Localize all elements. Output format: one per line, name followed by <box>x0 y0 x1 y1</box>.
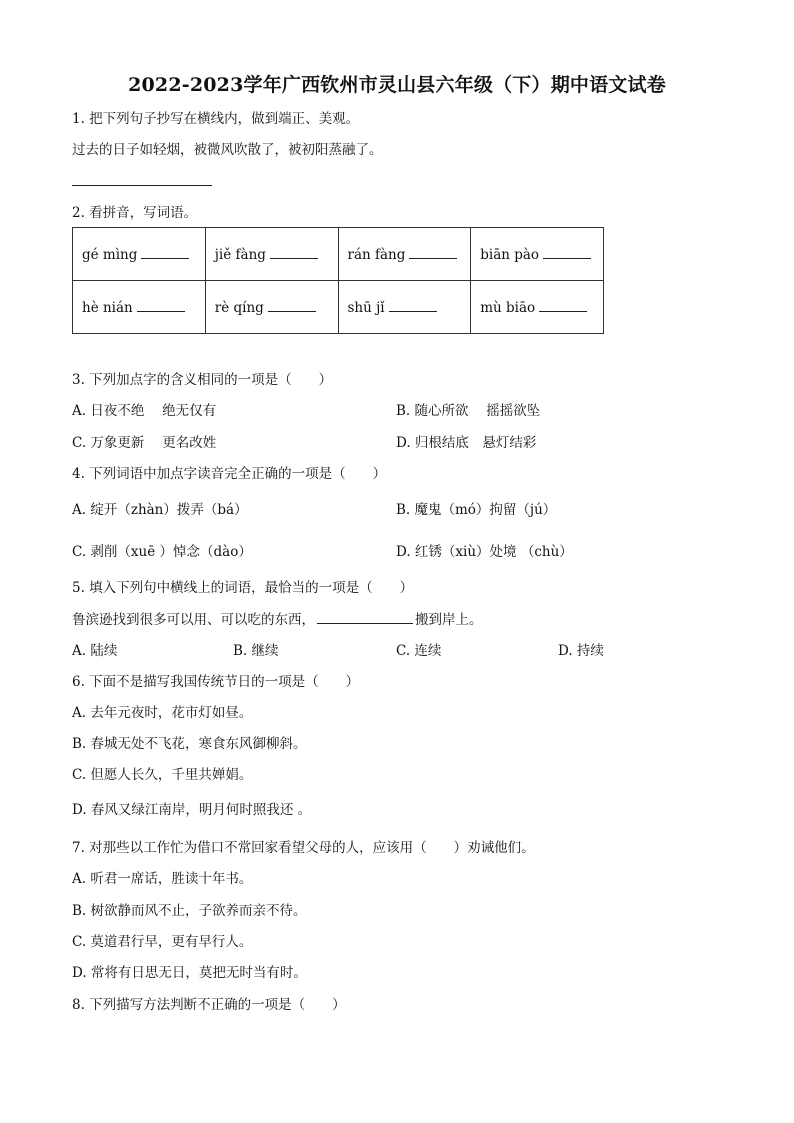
pinyin-table <box>72 227 604 334</box>
table-row <box>73 281 604 334</box>
q6-option-d: D. 春风又绿江南岸，明月何时照我还 。 <box>72 802 312 818</box>
q5-option-d: D. 持续 <box>558 643 604 659</box>
q5-option-a: A. 陆续 <box>72 643 118 659</box>
q4-option-a: A. 绽开（zhàn）拨弄（bá） <box>72 502 248 518</box>
pinyin-cell <box>471 228 604 281</box>
q2-prompt: 2. 看拼音，写词语。 <box>72 205 198 221</box>
answer-blank <box>409 246 457 259</box>
q4-option-b: B. 魔鬼（mó）拘留（jú） <box>396 502 557 518</box>
pinyin-cell <box>338 228 471 281</box>
q3-option-d: D. 归根结底 悬灯结彩 <box>396 435 537 451</box>
q4-option-c: C. 剥削（xuē ）悼念（dào） <box>72 544 252 560</box>
q7-option-c: C. 莫道君行早，更有早行人。 <box>72 934 253 950</box>
page-title: 2022-2023学年广西钦州市灵山县六年级（下）期中语文试卷 <box>128 74 666 96</box>
table-row <box>73 228 604 281</box>
q1-answer-line <box>72 185 212 186</box>
q5-option-c: C. 连续 <box>396 643 442 659</box>
q8-prompt: 8. 下列描写方法判断不正确的一项是（ ） <box>72 997 346 1013</box>
answer-blank <box>543 246 591 259</box>
pinyin-text: hè nián <box>82 299 133 316</box>
q1-prompt: 1. 把下列句子抄写在横线内，做到端正、美观。 <box>72 111 360 127</box>
answer-blank <box>389 299 437 312</box>
q5-sentence-after: 搬到岸上。 <box>415 612 483 628</box>
pinyin-cell <box>73 228 206 281</box>
q5-option-b: B. 继续 <box>233 643 279 659</box>
pinyin-text: gé mìng <box>82 246 138 263</box>
pinyin-text: biān pào <box>480 246 540 263</box>
pinyin-text: rè qíng <box>214 299 264 316</box>
q6-prompt: 6. 下面不是描写我国传统节日的一项是（ ） <box>72 674 360 690</box>
q7-option-a: A. 听君一席话，胜读十年书。 <box>72 871 253 887</box>
q7-option-d: D. 常将有日思无日，莫把无时当有时。 <box>72 965 307 981</box>
q5-sentence <box>72 610 483 629</box>
pinyin-text: mù biāo <box>480 299 536 316</box>
q5-fill-blank <box>317 610 413 624</box>
q3-option-b: B. 随心所欲 摇摇欲坠 <box>396 403 541 419</box>
q7-prompt: 7. 对那些以工作忙为借口不常回家看望父母的人，应该用（ ）劝诫他们。 <box>72 840 535 856</box>
q5-prompt: 5. 填入下列句中横线上的词语，最恰当的一项是（ ） <box>72 580 414 596</box>
q6-option-b: B. 春城无处不飞花，寒食东风御柳斜。 <box>72 736 307 752</box>
pinyin-cell <box>471 281 604 334</box>
pinyin-cell <box>338 281 471 334</box>
pinyin-text: shū jǐ <box>347 299 385 316</box>
q3-option-c: C. 万象更新 更名改姓 <box>72 435 217 451</box>
answer-blank <box>137 299 185 312</box>
answer-blank <box>270 246 318 259</box>
answer-blank <box>268 299 316 312</box>
answer-blank <box>539 299 587 312</box>
pinyin-text: jiě fàng <box>214 246 266 263</box>
q6-option-c: C. 但愿人长久，千里共婵娟。 <box>72 767 253 783</box>
q4-option-d: D. 红锈（xiù）处境 （chù） <box>396 544 573 560</box>
q7-option-b: B. 树欲静而风不止，子欲养而亲不待。 <box>72 903 307 919</box>
pinyin-cell <box>73 281 206 334</box>
q3-prompt: 3. 下列加点字的含义相同的一项是（ ） <box>72 372 333 388</box>
q3-option-a: A. 日夜不绝 绝无仅有 <box>72 403 217 419</box>
pinyin-text: rán fàng <box>347 246 406 263</box>
q5-sentence-before: 鲁滨逊找到很多可以用、可以吃的东西， <box>72 612 315 628</box>
q1-sentence: 过去的日子如轻烟，被微风吹散了，被初阳蒸融了。 <box>72 142 383 158</box>
q4-prompt: 4. 下列词语中加点字读音完全正确的一项是（ ） <box>72 466 387 482</box>
q6-option-a: A. 去年元夜时，花市灯如昼。 <box>72 705 253 721</box>
pinyin-cell <box>205 281 338 334</box>
answer-blank <box>141 246 189 259</box>
pinyin-cell <box>205 228 338 281</box>
